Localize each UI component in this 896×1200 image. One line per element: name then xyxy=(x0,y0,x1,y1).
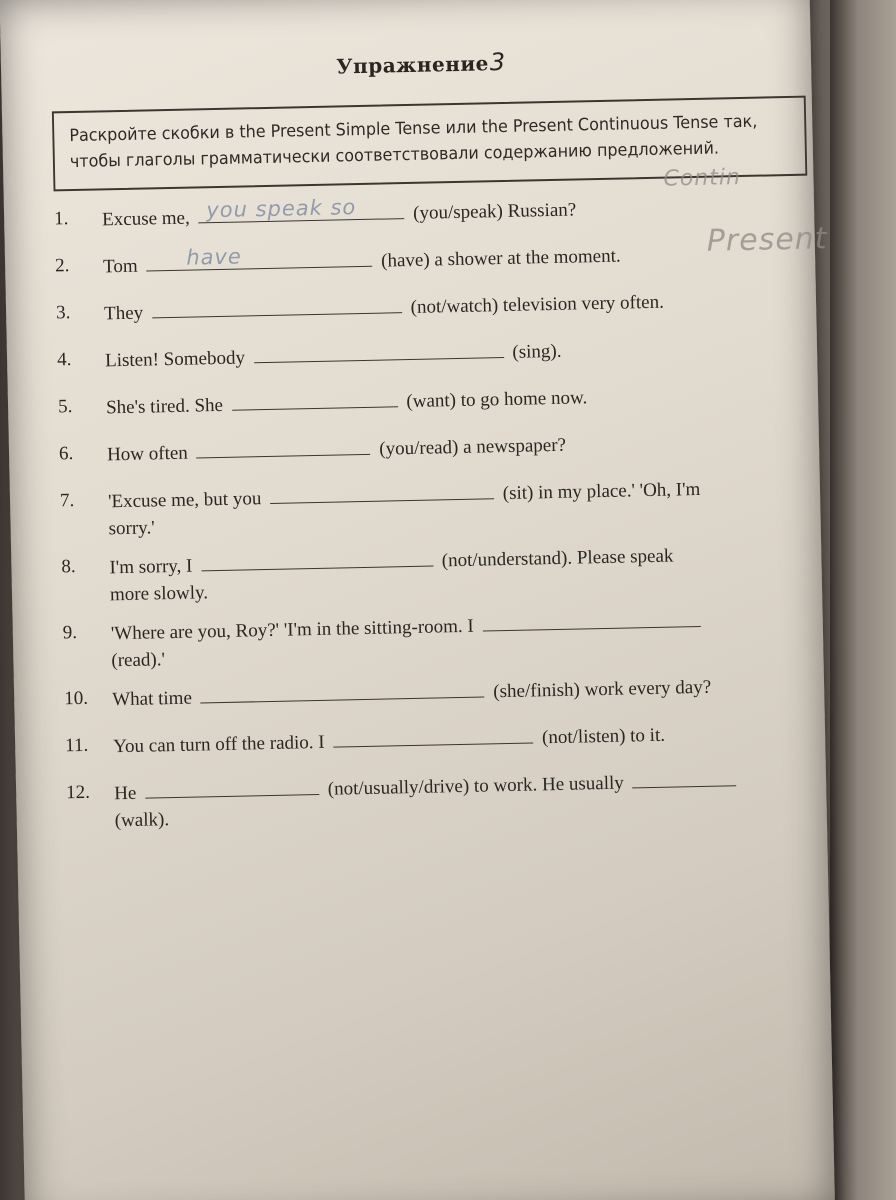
item-text-before: 'Where are you, Roy?' 'I'm in the sitting-room. I xyxy=(110,615,474,645)
item-text-after: (not/listen) to it. xyxy=(541,724,666,749)
item-number: 1. xyxy=(53,208,69,230)
item-text-before: How often xyxy=(106,442,189,466)
item-text-after: (you/read) a newspaper? xyxy=(379,434,567,460)
answer-blank[interactable] xyxy=(231,386,397,410)
item-text-middle: (not/usually/drive) to work. He usually xyxy=(327,772,624,800)
exercise-item-8 xyxy=(61,538,802,609)
item-text-before: She's tired. She xyxy=(105,394,224,419)
item-text-line-2: (walk). xyxy=(114,809,170,832)
item-number: 2. xyxy=(54,255,70,277)
margin-note-continuous: Contin xyxy=(663,165,742,192)
exercise-item-7 xyxy=(60,472,801,543)
item-number: 12. xyxy=(65,781,91,804)
item-number: 6. xyxy=(58,443,74,465)
item-number: 3. xyxy=(55,302,71,324)
exercise-item-5 xyxy=(58,378,798,422)
item-text-line-2: (read).' xyxy=(111,649,166,672)
margin-note-present: Present xyxy=(706,221,828,259)
handwritten-answer: you speak so xyxy=(206,195,357,223)
exercise-item-6 xyxy=(59,425,799,469)
answer-blank[interactable] xyxy=(152,292,402,318)
item-number: 8. xyxy=(61,556,76,578)
item-number: 4. xyxy=(56,349,72,371)
item-text-after: (not/understand). Please speak xyxy=(441,545,674,572)
item-text-after: (want) to go home now. xyxy=(406,387,588,413)
item-text-before: He xyxy=(113,782,137,805)
instruction-line-2: чтобы глаголы грамматически соответствовали содержанию предложений. xyxy=(69,138,720,173)
item-text-before: What time xyxy=(112,687,193,711)
answer-blank[interactable] xyxy=(270,478,494,504)
item-text-after: (she/finish) work every day? xyxy=(493,676,712,703)
item-text-before: They xyxy=(103,302,144,325)
exercise-item-12 xyxy=(66,764,807,835)
item-text-after: (have) a shower at the moment. xyxy=(380,245,621,272)
answer-blank[interactable] xyxy=(253,337,503,363)
exercise-item-2 xyxy=(55,237,795,281)
page-content xyxy=(51,42,828,853)
answer-blank[interactable] xyxy=(198,195,404,223)
answer-blank[interactable] xyxy=(482,606,700,632)
exercise-item-9 xyxy=(63,604,804,675)
item-text-before: I'm sorry, I xyxy=(109,555,193,579)
item-text-after: (sit) in my place.' 'Oh, I'm xyxy=(502,478,701,505)
exercise-item-4 xyxy=(57,331,797,375)
adjacent-page-edge xyxy=(830,0,896,1200)
item-text-before: Tom xyxy=(102,255,138,278)
instruction-line-1: Раскройте скобки в the Present Simple Tense или the Present Continuous Tense так, xyxy=(69,111,758,147)
exercise-item-10 xyxy=(64,670,804,714)
item-text-after: (not/watch) television very often. xyxy=(410,291,665,318)
exercise-item-11 xyxy=(65,717,805,761)
item-number: 10. xyxy=(63,687,89,710)
item-text-after: (you/speak) Russian? xyxy=(412,199,577,224)
item-text-line-2: sorry.' xyxy=(108,517,155,540)
exercise-title xyxy=(51,42,791,85)
exercise-list xyxy=(54,190,807,835)
answer-blank[interactable] xyxy=(145,774,319,799)
answer-blank[interactable] xyxy=(146,246,372,272)
item-text-before: Listen! Somebody xyxy=(104,347,246,372)
answer-blank[interactable] xyxy=(200,677,484,704)
item-number: 5. xyxy=(57,396,73,418)
item-number: 9. xyxy=(62,622,78,644)
item-text-before: Excuse me, xyxy=(101,207,190,231)
answer-blank[interactable] xyxy=(196,434,370,459)
exercise-number: 3 xyxy=(489,47,506,77)
handwritten-answer: have xyxy=(186,244,243,270)
answer-blank[interactable] xyxy=(201,546,433,572)
exercise-item-3 xyxy=(56,284,796,328)
item-text-line-2: more slowly. xyxy=(109,582,209,606)
item-number: 11. xyxy=(64,734,89,757)
item-text-before: You can turn off the radio. I xyxy=(112,731,325,758)
exercise-title-text: Упражнение xyxy=(336,51,490,79)
answer-blank[interactable] xyxy=(333,722,533,747)
item-number: 7. xyxy=(59,490,75,512)
exercise-item-1 xyxy=(54,190,794,234)
item-text-before: 'Excuse me, but you xyxy=(107,488,262,513)
answer-blank-2[interactable] xyxy=(632,765,736,788)
item-text-after: (sing). xyxy=(512,340,562,363)
